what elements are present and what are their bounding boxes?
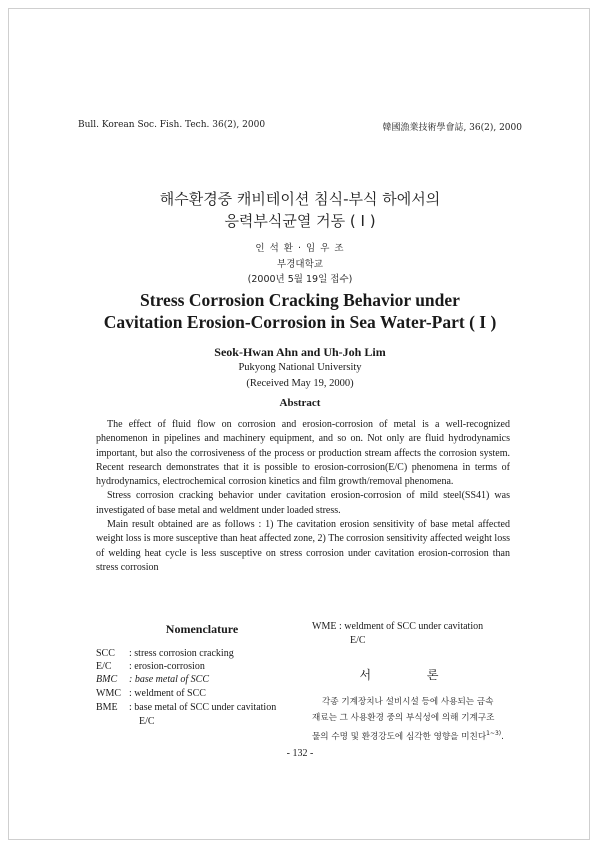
nomenclature-definition: : base metal of SCC under cavitation (129, 702, 277, 713)
nomenclature-definition: : weldment of SCC under cavitation (338, 621, 484, 632)
wme-entry (312, 620, 512, 633)
introduction-line: 물의 수명 및 환경강도에 심각한 영향을 미친다 (312, 731, 487, 742)
introduction-body (312, 694, 512, 745)
korean-title-line1: 해수환경중 캐비테이션 침식-부식 하에서의 (159, 190, 441, 208)
introduction-line: 재료는 그 사용환경 중의 부식성에 의해 기계구조 (312, 713, 495, 723)
korean-affiliation: 부경대학교 (277, 259, 323, 270)
abstract-body (96, 418, 510, 575)
abstract-paragraph: Stress corrosion cracking behavior under cavitation erosion-corrosion of mild steel(SS41) was investigated of base metal and weldment under loaded stress. (96, 490, 510, 516)
nomenclature-definition: : stress corrosion cracking (129, 648, 234, 659)
nomenclature-abbr: WME (312, 621, 337, 632)
abstract-paragraph: Main result obtained are as follows : 1) The cavitation erosion sensitivity of base metal affected weight loss is more susceptive than heat affected zone, 2) The corrosion sensitivity affected weight loss of welding heat cycle is less susceptive on stress corrosion under cavitation erosion-corrosion than stress corrosion (96, 519, 510, 573)
authors: Seok-Hwan Ahn and Uh-Joh Lim (214, 345, 386, 359)
nomenclature-abbr: WMC (96, 688, 121, 699)
introduction-line-final: 물의 수명 및 환경강도에 심각한 영향을 미친다$^{1\sim 3)}$. (312, 730, 504, 742)
section-heading-introduction: 서 론 (359, 668, 465, 682)
nomenclature-definition: : weldment of SCC (129, 688, 206, 699)
nomenclature-definition: : erosion-corrosion (129, 661, 205, 672)
nomenclature-definition-cont: E/C (139, 716, 155, 727)
english-title-line1: Stress Corrosion Cracking Behavior under (140, 290, 460, 310)
nomenclature-abbr: BME (96, 702, 118, 713)
nomenclature-abbr: SCC (96, 648, 115, 659)
introduction-line: 각종 기계장치나 설비시설 등에 사용되는 금속 (322, 697, 494, 707)
journal-header-right: 韓國漁業技術學會誌, 36(2), 2000 (382, 123, 522, 133)
nomenclature-abbr: E/C (96, 661, 112, 672)
citation: 1~3) (486, 730, 502, 737)
nomenclature-definition: : base metal of SCC (129, 674, 209, 685)
english-title-line2: Cavitation Erosion-Corrosion in Sea Water-Part ( I ) (103, 312, 497, 332)
received-date: (Received May 19, 2000) (246, 378, 354, 389)
affiliation: Pukyong National University (238, 362, 362, 373)
korean-authors: 인 석 환 · 임 우 조 (255, 243, 345, 254)
korean-received: (2000년 5월 19일 접수) (247, 274, 353, 285)
wme-continuation: E/C (350, 635, 366, 646)
nomenclature-heading: Nomenclature (165, 622, 239, 636)
journal-header-left: Bull. Korean Soc. Fish. Tech. 36(2), 2000 (78, 120, 266, 130)
page-number: - 132 - (286, 748, 314, 759)
abstract-heading: Abstract (279, 397, 321, 409)
korean-title-line2: 응력부식균열 거동 ( I ) (224, 212, 376, 230)
abstract-paragraph: The effect of fluid flow on corrosion and erosion-corrosion of metal is a well-recognized phenomenon in pipelines and machinery equipment, and so on. Not only are fluid hydrodynamics important, but also the corrosiveness of the process or production stream affects the corrosion system. Recent research demonstrates that it is possible to erosion-corrosion(E/C) phenomena in terms of hydrodynamics, electrochemical corrosion kinetics and film growth/removal phenomena. (96, 419, 510, 488)
nomenclature-abbr: BMC (96, 674, 118, 685)
